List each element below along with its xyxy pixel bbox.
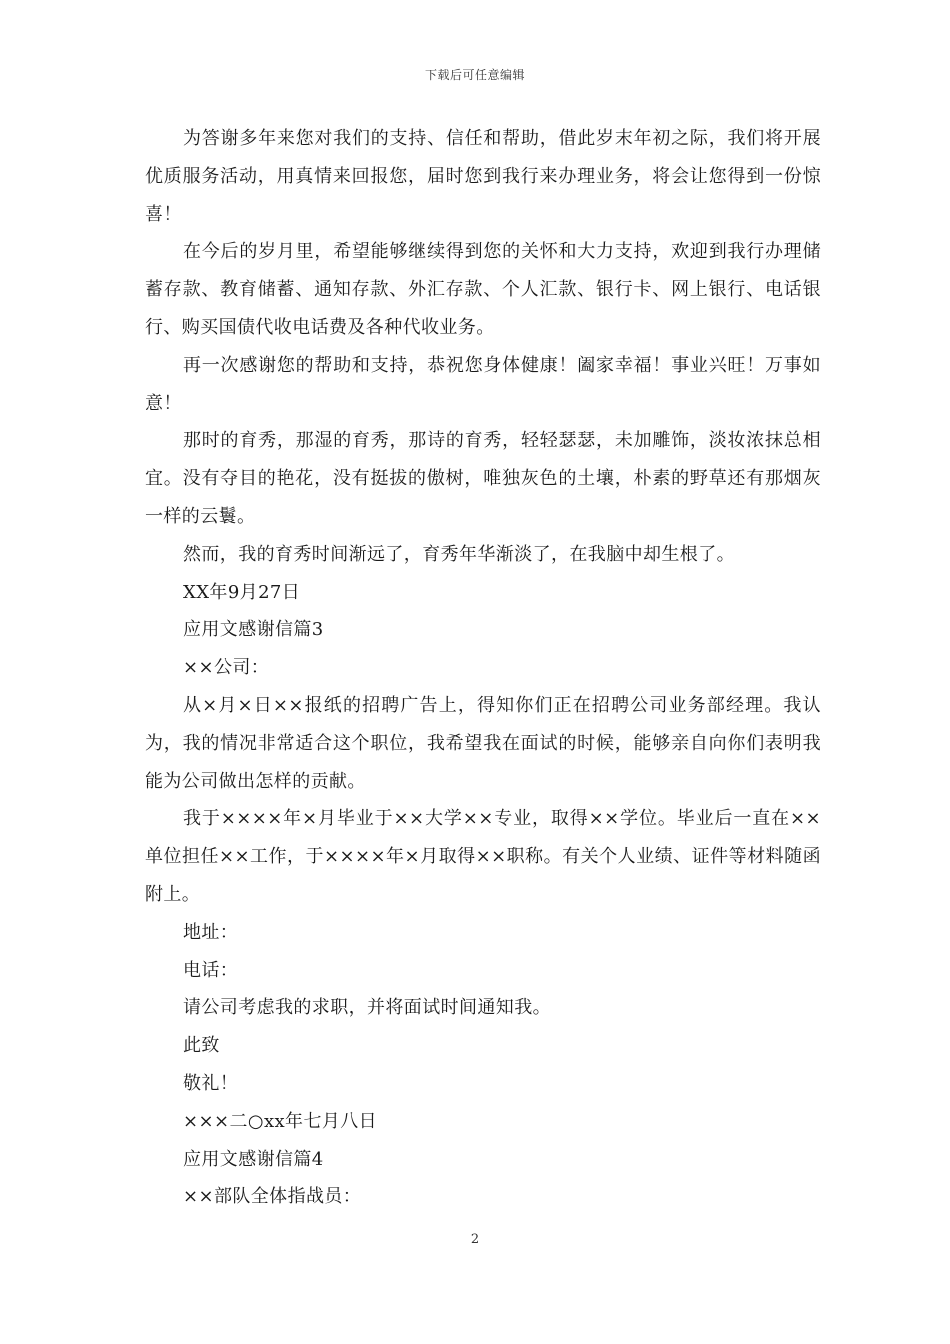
document-body <box>145 120 821 1216</box>
phone-line: 电话： <box>183 959 239 981</box>
closing-cizhi: 此致 <box>183 1035 220 1057</box>
paragraph-background: 我于××××年×月毕业于××大学××专业，取得××学位。毕业后一直在××单位担任××工作，于××××年×月取得××职称。有关个人业绩、证件等材料随函附上。 <box>145 808 821 905</box>
section-title-4: 应用文感谢信篇4 <box>183 1148 324 1170</box>
letter-salutation-company: ××公司： <box>183 657 270 679</box>
paragraph-services: 在今后的岁月里，希望能够继续得到您的关怀和大力支持，欢迎到我行办理储蓄存款、教育储蓄、通知存款、外汇存款、个人汇款、银行卡、网上银行、电话银行、购买国债代收电话费及各种代收业务。 <box>145 241 821 338</box>
letter-date: XX年9月27日 <box>183 581 301 603</box>
closing-jingli: 敬礼！ <box>183 1072 239 1094</box>
page-header-note: 下载后可任意编辑 <box>424 68 525 82</box>
paragraph-request: 请公司考虑我的求职，并将面试时间通知我。 <box>183 997 551 1019</box>
paragraph-wishes: 再一次感谢您的帮助和支持，恭祝您身体健康！阖家幸福！事业兴旺！万事如意！ <box>145 354 821 414</box>
letter-salutation-troops: ××部队全体指战员： <box>183 1186 362 1208</box>
paragraph-yuxiu-description: 那时的育秀，那湿的育秀，那诗的育秀，轻轻瑟瑟，未加雕饰，淡妆浓抹总相宜。没有夺目的艳花，没有挺拔的傲树，唯独灰色的土壤，朴素的野草还有那烟灰一样的云鬟。 <box>145 430 821 527</box>
section-title-3: 应用文感谢信篇3 <box>183 619 324 641</box>
address-line: 地址： <box>183 921 239 943</box>
paragraph-thanks-intro: 为答谢多年来您对我们的支持、信任和帮助，借此岁末年初之际，我们将开展优质服务活动，用真情来回报您，届时您到我行来办理业务，将会让您得到一份惊喜！ <box>145 128 821 225</box>
paragraph-job-ad: 从×月×日××报纸的招聘广告上，得知你们正在招聘公司业务部经理。我认为，我的情况非常适合这个职位，我希望我在面试的时候，能够亲自向你们表明我能为公司做出怎样的贡献。 <box>145 694 821 792</box>
page-number: 2 <box>470 1232 480 1247</box>
signature-date: ×××二○xx年七月八日 <box>183 1110 378 1132</box>
paragraph-yuxiu-memory: 然而，我的育秀时间渐远了，育秀年华渐淡了，在我脑中却生根了。 <box>183 543 735 565</box>
